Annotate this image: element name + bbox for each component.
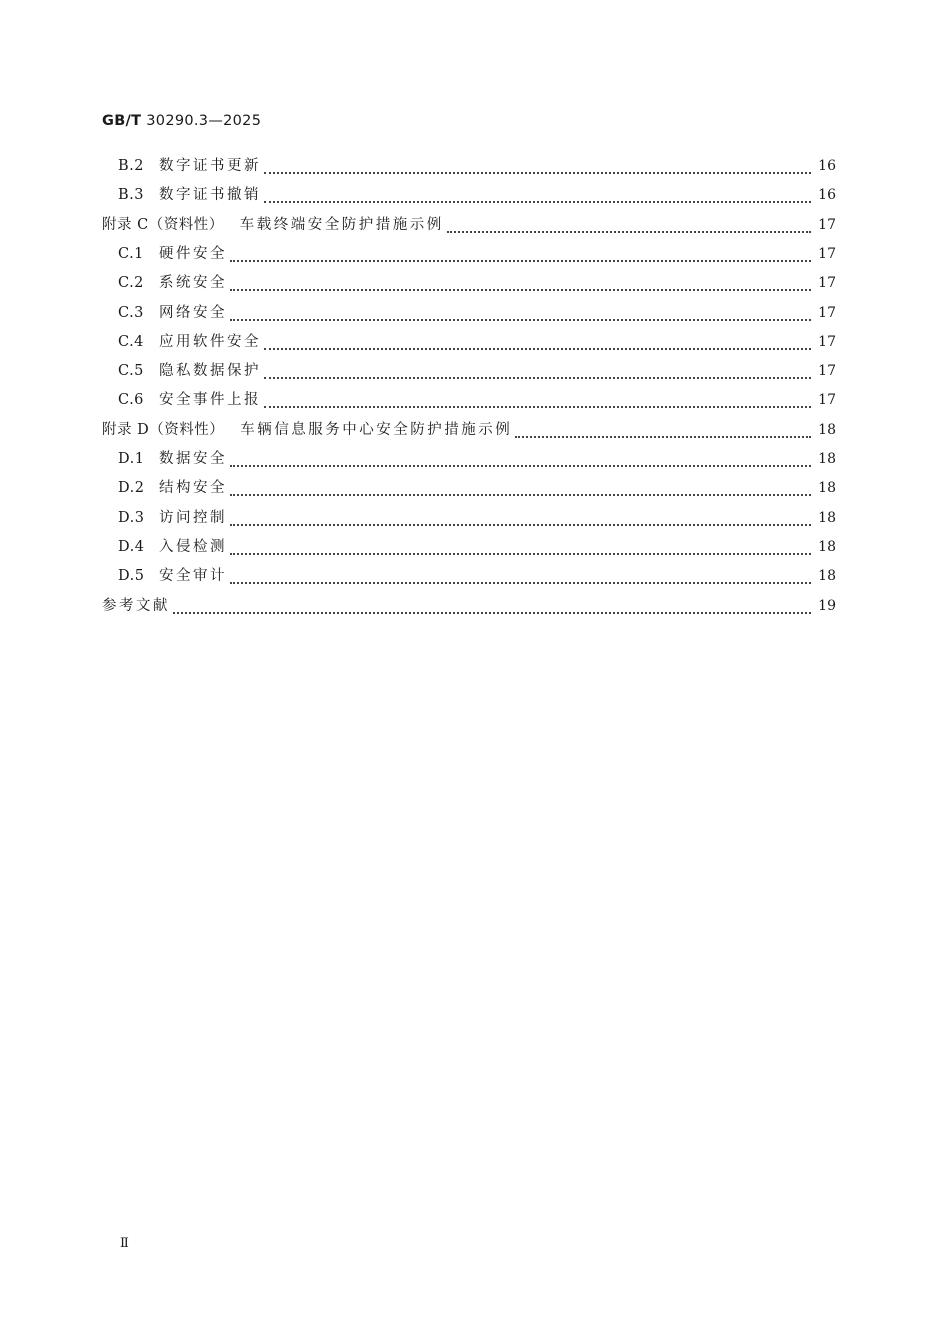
- toc-entry-number: B.3: [118, 187, 144, 204]
- toc-entry-label: [102, 416, 513, 445]
- toc-entry[interactable]: [0, 592, 950, 621]
- toc-entry[interactable]: [0, 474, 950, 503]
- toc-entry[interactable]: [0, 386, 950, 415]
- toc-entry-page: 18: [818, 421, 836, 438]
- toc-entry-title: 安全审计: [159, 568, 227, 585]
- toc-entry-title: 安全事件上报: [159, 392, 261, 409]
- toc-entry-title: 车载终端安全防护措施示例: [239, 216, 444, 233]
- toc-entry-number: B.2: [118, 158, 144, 174]
- toc-dot-leader: [230, 287, 811, 291]
- toc-entry-number: D.1: [118, 451, 145, 467]
- standard-number: 30290.3—2025: [146, 113, 262, 129]
- toc-entry-number: C.6: [118, 392, 144, 409]
- toc-entry[interactable]: [0, 181, 950, 210]
- toc-entry-label: [118, 562, 228, 591]
- toc-entry-page: 18: [818, 480, 836, 497]
- toc-entry[interactable]: [0, 211, 950, 240]
- toc-dot-leader: [447, 229, 811, 233]
- toc-entry-page: 18: [818, 509, 836, 526]
- toc-dot-leader: [264, 346, 811, 350]
- toc-entry-title: 硬件安全: [159, 245, 227, 262]
- toc-entry-title: 参考文献: [102, 597, 170, 614]
- toc-entry-page: 18: [818, 451, 836, 467]
- toc-entry-title: 数字证书更新: [159, 158, 261, 174]
- toc-entry-page: 17: [818, 245, 836, 262]
- toc-entry[interactable]: [0, 152, 950, 181]
- toc-entry-title: 数据安全: [159, 451, 227, 467]
- toc-entry-label: [102, 592, 171, 621]
- document-header: [102, 113, 261, 129]
- standard-code: GB/T: [102, 113, 142, 129]
- toc-entry-title: 网络安全: [159, 304, 227, 321]
- page-number-footer: Ⅱ: [120, 1236, 129, 1251]
- toc-dot-leader: [230, 522, 811, 526]
- toc-dot-leader: [230, 258, 811, 262]
- toc-entry-page: 17: [818, 304, 836, 321]
- toc-dot-leader: [264, 199, 811, 203]
- toc-entry[interactable]: [0, 240, 950, 269]
- toc-entry-page: 16: [818, 187, 836, 204]
- toc-entry-label: [118, 474, 228, 503]
- toc-entry-label: [118, 386, 262, 415]
- toc-entry-label: [118, 445, 228, 474]
- toc-entry-page: 17: [818, 216, 836, 233]
- toc-entry-number: C.4: [118, 333, 144, 350]
- toc-dot-leader: [264, 375, 811, 379]
- toc-dot-leader: [230, 463, 811, 467]
- toc-dot-leader: [173, 610, 811, 614]
- toc-entry-label: [102, 211, 445, 240]
- toc-entry[interactable]: [0, 416, 950, 445]
- toc-entry-title: 应用软件安全: [159, 333, 261, 350]
- toc-dot-leader: [264, 404, 811, 408]
- toc-entry-label: [118, 240, 228, 269]
- toc-entry-page: 17: [818, 392, 836, 409]
- toc-entry-number: D.3: [118, 509, 145, 526]
- toc-entry-title: 入侵检测: [159, 538, 227, 555]
- toc-entry[interactable]: [0, 357, 950, 386]
- toc-entry-label: [118, 357, 262, 386]
- toc-entry-number: 附录 C（资料性）: [102, 216, 224, 233]
- toc-entry-label: [118, 299, 228, 328]
- toc-entry-page: 18: [818, 538, 836, 555]
- toc-entry-label: [118, 269, 228, 298]
- toc-entry-page: 17: [818, 275, 836, 292]
- toc-entry-page: 17: [818, 363, 836, 380]
- toc-dot-leader: [230, 492, 811, 496]
- toc-entry[interactable]: [0, 562, 950, 591]
- toc-entry-title: 隐私数据保护: [159, 363, 261, 380]
- toc-entry-title: 系统安全: [159, 275, 227, 292]
- toc-dot-leader: [264, 170, 811, 174]
- toc-entry-label: [118, 328, 262, 357]
- toc-dot-leader: [230, 551, 811, 555]
- toc-entry-number: C.2: [118, 275, 144, 292]
- toc-entry[interactable]: [0, 504, 950, 533]
- toc-entry-page: 19: [818, 597, 836, 614]
- toc-entry-label: [118, 181, 262, 210]
- toc-entry-title: 结构安全: [159, 480, 227, 497]
- toc-entry-page: 18: [818, 568, 836, 585]
- toc-entry-page: 16: [818, 158, 836, 174]
- toc-entry-title: 车辆信息服务中心安全防护措施示例: [240, 421, 513, 438]
- toc-entry-label: [118, 533, 228, 562]
- toc-entry[interactable]: [0, 533, 950, 562]
- toc-entry-number: 附录 D（资料性）: [102, 421, 225, 438]
- toc-entry-number: D.5: [118, 568, 145, 585]
- toc-dot-leader: [230, 580, 811, 584]
- toc-entry-number: C.5: [118, 363, 144, 380]
- toc-dot-leader: [230, 317, 811, 321]
- toc-entry-title: 访问控制: [159, 509, 227, 526]
- toc-entry-title: 数字证书撤销: [159, 187, 261, 204]
- toc-entry-page: 17: [818, 333, 836, 350]
- toc-entry-number: C.1: [118, 245, 144, 262]
- toc-entry-number: D.2: [118, 480, 145, 497]
- toc-entry-label: [118, 152, 262, 181]
- toc-entry[interactable]: [0, 445, 950, 474]
- toc-entry[interactable]: [0, 328, 950, 357]
- toc-entry[interactable]: [0, 269, 950, 298]
- toc-entry-number: D.4: [118, 538, 145, 555]
- toc-entry[interactable]: [0, 299, 950, 328]
- toc-entry-number: C.3: [118, 304, 144, 321]
- toc-dot-leader: [515, 434, 811, 438]
- toc-entry-label: [118, 504, 228, 533]
